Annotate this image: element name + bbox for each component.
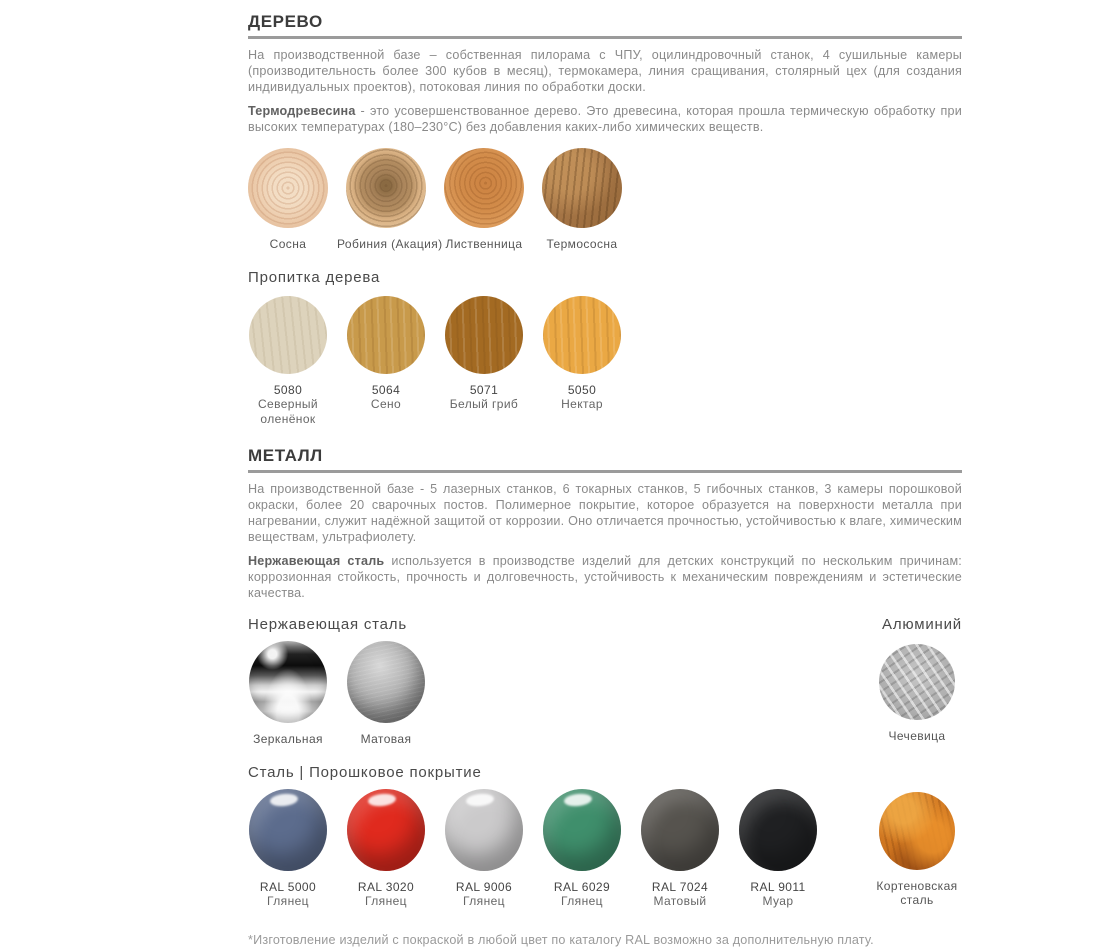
stainless-mirror	[239, 641, 337, 747]
swatch-code: 5071	[469, 382, 499, 397]
stainless-matte	[337, 641, 435, 747]
wood-section-divider	[248, 36, 962, 39]
stainless-paragraph	[248, 553, 962, 601]
ral-3020-sphere-image	[347, 789, 425, 871]
wood-species-thermopine	[533, 148, 631, 252]
matte-steel-sphere-image	[347, 641, 425, 723]
aluminum-title: Алюминий	[882, 616, 962, 633]
swatch-name: Нектар	[561, 397, 603, 411]
ral-9006-swatch	[435, 789, 533, 909]
powder-coating-title: Сталь | Порошковое покрытие	[248, 763, 482, 781]
ral-row	[239, 789, 971, 909]
impregnation-row	[239, 296, 971, 427]
corten-label: Кортеновская сталь	[876, 878, 958, 907]
wood-species-robinia	[337, 148, 443, 252]
impregnation-title: Пропитка дерева	[248, 268, 381, 286]
ral-code: RAL 9011	[750, 879, 806, 894]
wood-species-larch	[435, 148, 533, 252]
ral-3020-swatch	[337, 789, 435, 909]
robinia-slice-image	[346, 148, 426, 228]
wood-species-label: Термососна	[546, 237, 618, 251]
metal-intro-paragraph: На производственной базе - 5 лазерных станков, 6 токарных станков, 5 гибочных станков, 3 камеры порошковой окраски, более 20 сварочных постов. Полимерное покрытие, которое образуется на поверхности металла при нагревании, служит надёжной защитой от коррозии. Оно отличается прочностью, устойчивостью к влаге, химическим веществам, ультрафиолету.	[248, 482, 962, 544]
metal-section-title: МЕТАЛЛ	[248, 446, 323, 465]
ral-code: RAL 7024	[651, 879, 709, 894]
wood-section-title: ДЕРЕВО	[248, 12, 323, 31]
swatch-5064-image	[347, 296, 425, 374]
wood-species-row	[239, 148, 971, 252]
mirror-steel-sphere-image	[249, 641, 327, 723]
metal-section	[248, 446, 962, 909]
ral-finish: Муар	[762, 894, 794, 908]
ral-code: RAL 6029	[553, 879, 611, 894]
ral-7024-sphere-image	[641, 789, 719, 871]
wood-section	[248, 12, 962, 426]
swatch-5080-image	[249, 296, 327, 374]
stainless-aluminum-header	[248, 616, 962, 633]
wood-species-label: Робиния (Акация)	[337, 237, 443, 251]
ral-code: RAL 3020	[357, 879, 415, 894]
ral-9011-swatch	[729, 789, 827, 909]
ral-finish: Глянец	[463, 894, 505, 908]
corten-swatch	[872, 789, 962, 908]
swatch-code: 5050	[567, 382, 597, 397]
ral-6029-sphere-image	[543, 789, 621, 871]
stainless-text: используется в производстве изделий для детских конструкций по нескольким причинам: коррозионная стойкость, прочность и долговечность, устойчивость к механическим повреждениям и эстетические качества.	[248, 554, 962, 600]
swatch-name: Северный оленёнок	[257, 397, 319, 426]
ral-9011-sphere-image	[739, 789, 817, 871]
larch-slice-image	[444, 148, 524, 228]
aluminum-swatch	[872, 641, 962, 744]
impregnation-swatch-5050	[533, 296, 631, 412]
swatch-5050-image	[543, 296, 621, 374]
thermowood-paragraph	[248, 103, 962, 135]
diamond-plate-image	[879, 644, 955, 720]
stainless-term: Нержавеющая сталь	[248, 554, 385, 568]
wood-species-pine	[239, 148, 337, 252]
wood-intro-paragraph: На производственной базе – собственная пилорама с ЧПУ, оцилиндровочный станок, 4 сушильные камеры (производительность более 300 кубов в месяц), термокамера, линия сращивания, столярный цех (для создания индивидуальных проектов), потоковая линия по обработки доски.	[248, 48, 962, 94]
ral-finish: Глянец	[267, 894, 309, 908]
swatch-5071-image	[445, 296, 523, 374]
ral-finish: Матовый	[653, 894, 707, 908]
ral-5000-sphere-image	[249, 789, 327, 871]
ral-finish: Глянец	[365, 894, 407, 908]
ral-code: RAL 9006	[455, 879, 513, 894]
thermopine-slice-image	[542, 148, 622, 228]
wood-species-label: Сосна	[269, 237, 307, 251]
ral-7024-swatch	[631, 789, 729, 909]
ral-finish: Глянец	[561, 894, 603, 908]
stainless-row	[239, 641, 971, 747]
aluminum-label: Чечевица	[888, 729, 946, 743]
stainless-label: Матовая	[360, 732, 412, 746]
impregnation-swatch-5071	[435, 296, 533, 412]
corten-steel-image	[879, 792, 955, 870]
stainless-label: Зеркальная	[253, 732, 323, 746]
ral-5000-swatch	[239, 789, 337, 909]
impregnation-swatch-5064	[337, 296, 435, 412]
ral-code: RAL 5000	[259, 879, 317, 894]
thermowood-text: - это усовершенствованное дерево. Это древесина, которая прошла термическую обработку при высоких температурах (180–230°С) без добавления каких-либо химических веществ.	[248, 104, 962, 134]
stainless-title: Нержавеющая сталь	[248, 616, 407, 633]
wood-species-label: Лиственница	[445, 237, 523, 251]
footer-note: *Изготовление изделий с покраской в любой цвет по каталогу RAL возможно за дополнительную плату.	[248, 932, 874, 947]
pine-slice-image	[248, 148, 328, 228]
impregnation-swatch-5080	[239, 296, 337, 427]
metal-section-divider	[248, 470, 962, 473]
thermowood-term: Термодревесина	[248, 104, 356, 118]
swatch-name: Белый гриб	[449, 397, 519, 411]
swatch-name: Сено	[370, 397, 402, 411]
swatch-code: 5080	[273, 382, 303, 397]
swatch-code: 5064	[371, 382, 401, 397]
ral-6029-swatch	[533, 789, 631, 909]
ral-9006-sphere-image	[445, 789, 523, 871]
